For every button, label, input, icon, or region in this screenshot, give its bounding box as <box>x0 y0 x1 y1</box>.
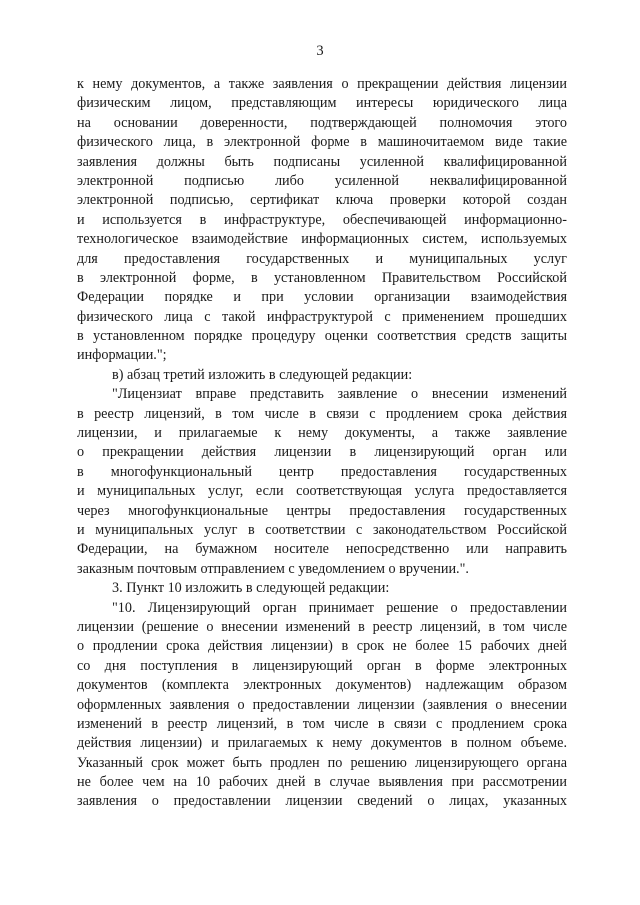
text-line: Федерации порядке и при условии организации взаимодействия <box>77 289 567 306</box>
text-line: электронной подписью, сертификат ключа проверки которой создан <box>77 192 567 209</box>
text-line: лицензии (решение о внесении изменений в реестр лицензий, в том числе <box>77 618 567 635</box>
text-line: технологическое взаимодействие информационных систем, используемых <box>77 231 567 248</box>
text-line: со дня поступления в лицензирующий орган в форме электронных <box>77 657 567 674</box>
page-number: 3 <box>316 43 324 59</box>
text-line: изменений в реестр лицензий, в том числе в связи с продлением срока <box>77 715 567 732</box>
text-line: заявления должны быть подписаны усиленной квалифицированной <box>77 153 567 170</box>
text-line: к нему документов, а также заявления о прекращении действия лицензии <box>77 76 567 92</box>
text-line: и используется в инфраструктуре, обеспечивающей информационно- <box>77 211 567 228</box>
text-line: 3. Пункт 10 изложить в следующей редакции: <box>112 580 390 597</box>
text-line: лицензии, и прилагаемые к нему документы, а также заявление <box>77 425 567 442</box>
text-line: физического лица с такой инфраструктурой с применением прошедших <box>77 308 567 325</box>
text-line: информации."; <box>77 347 167 364</box>
text-line: "Лицензиат вправе представить заявление о внесении изменений <box>112 386 567 403</box>
text-line: электронной подписью либо усиленной неквалифицированной <box>77 172 567 189</box>
text-line: в многофункциональный центр предоставления государственных <box>77 463 567 480</box>
text-line: для предоставления государственных и муниципальных услуг <box>77 250 567 267</box>
text-line: документов (комплекта электронных документов) надлежащим образом <box>77 677 567 694</box>
text-line: в электронной форме, в установленном Правительством Российской <box>77 269 567 286</box>
text-line: заказным почтовым отправлением с уведомлением о вручении.". <box>77 560 469 577</box>
text-line: на основании доверенности, подтверждающей полномочия этого <box>77 114 567 131</box>
text-line: оформленных заявления о предоставлении лицензии (заявления о внесении <box>77 696 567 713</box>
text-line: в установленном порядке процедуру оценки соответствия средств защиты <box>77 328 567 345</box>
text-line: в) абзац третий изложить в следующей редакции: <box>112 366 413 383</box>
text-line: в реестр лицензий, в том числе в связи с продлением срока действия <box>77 405 567 422</box>
text-line: Указанный срок может быть продлен по решению лицензирующего органа <box>77 754 567 771</box>
text-line: физического лица, в электронной форме в машиночитаемом виде такие <box>77 134 567 151</box>
text-line: через многофункциональные центры предоставления государственных <box>77 502 567 519</box>
text-line: физическим лицом, представляющим интересы юридического лица <box>77 95 567 112</box>
text-line: Федерации, на бумажном носителе непосредственно или направить <box>77 541 567 558</box>
text-line: и муниципальных услуг, если соответствующая услуга предоставляется <box>77 483 567 500</box>
text-line: о продлении срока действия лицензии) в срок не более 15 рабочих дней <box>77 638 567 655</box>
text-line: заявления о предоставлении лицензии сведений о лицах, указанных <box>77 793 567 810</box>
text-line: "10. Лицензирующий орган принимает решение о предоставлении <box>112 599 567 616</box>
text-line: о прекращении действия лицензии в лицензирующий орган или <box>77 444 567 461</box>
document-body <box>77 75 567 812</box>
text-line: не более чем на 10 рабочих дней в случае выявления при рассмотрении <box>77 774 567 791</box>
text-line: действия лицензии) и прилагаемых к нему документов в полном объеме. <box>77 735 567 752</box>
text-line: и муниципальных услуг в соответствии с законодательством Российской <box>77 521 567 538</box>
